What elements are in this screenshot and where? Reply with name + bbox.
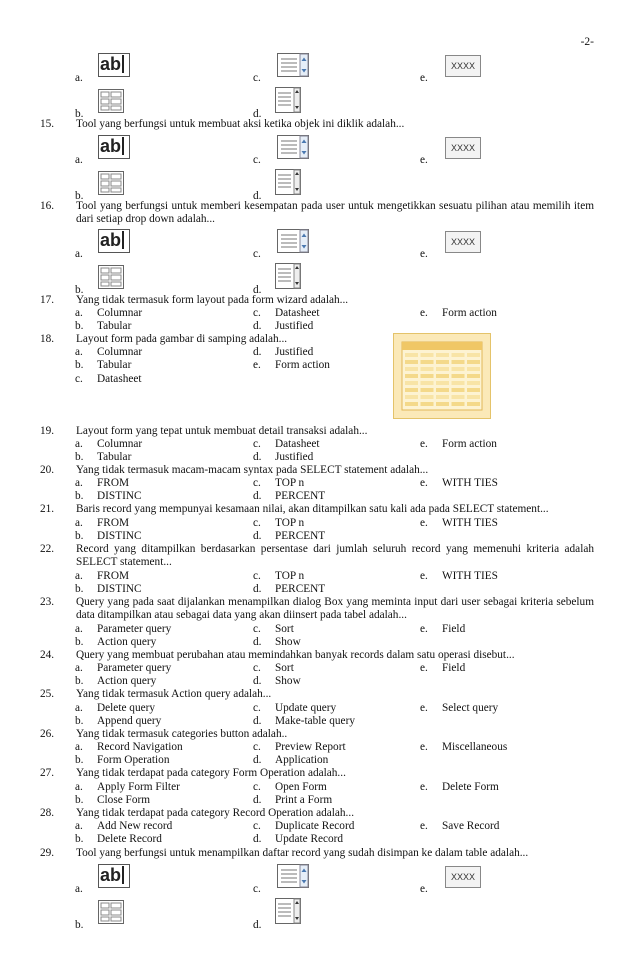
option-text: Add New record <box>97 820 173 832</box>
question-text: Yang tidak terdapat pada category Record Operation adalah... <box>76 807 355 819</box>
option-text: Open Form <box>275 781 327 793</box>
option-letter: c. <box>253 307 261 319</box>
datasheet-cell <box>467 360 480 364</box>
option-letter: c. <box>253 662 261 674</box>
option-b[interactable] <box>75 636 156 648</box>
datasheet-cell <box>452 353 465 357</box>
option-e[interactable] <box>420 702 498 714</box>
option-e[interactable] <box>420 820 499 832</box>
label-icon: XXXX <box>445 866 481 888</box>
question-text: Tool yang berfungsi untuk memberi kesempatan pada user untuk mengetikkan sesuatu pilihan atau memilih item dari setiap drop down adalah... <box>76 200 594 225</box>
option-e[interactable] <box>253 359 330 371</box>
option-e-letter: e. <box>420 72 428 84</box>
option-d-letter: d. <box>253 919 262 931</box>
option-text: Preview Report <box>275 741 346 753</box>
option-c[interactable] <box>253 702 336 714</box>
datasheet-cell <box>467 353 480 357</box>
option-b[interactable] <box>75 754 169 766</box>
option-letter: e. <box>420 702 428 714</box>
datasheet-cell <box>452 374 465 378</box>
option-e[interactable] <box>420 517 498 529</box>
option-letter: a. <box>75 820 83 832</box>
option-text: Append query <box>97 715 162 727</box>
datasheet-cell <box>467 381 480 385</box>
option-d[interactable] <box>253 451 313 463</box>
option-text: Select query <box>442 702 499 714</box>
datasheet-cell <box>452 395 465 399</box>
combobox-icon <box>275 263 301 289</box>
option-b[interactable] <box>75 675 156 687</box>
label-icon: XXXX <box>445 137 481 159</box>
option-text: Tabular <box>97 320 132 332</box>
option-letter: e. <box>420 517 428 529</box>
datasheet-cell <box>405 381 418 385</box>
option-text: PERCENT <box>275 583 326 595</box>
option-text: PERCENT <box>275 490 326 502</box>
option-text: Apply Form Filter <box>97 781 180 793</box>
option-letter: a. <box>75 438 83 450</box>
option-text: Justified <box>275 451 314 463</box>
option-c-letter: c. <box>253 72 261 84</box>
option-text: Justified <box>275 346 314 358</box>
option-b[interactable] <box>75 490 142 502</box>
question-number: 27. <box>40 767 55 779</box>
option-letter: c. <box>253 438 261 450</box>
datasheet-cell <box>405 388 418 392</box>
question-text: Layout form yang tepat untuk membuat detail transaksi adalah... <box>76 425 368 437</box>
option-text: Parameter query <box>97 662 172 674</box>
datasheet-cell <box>467 402 480 406</box>
option-b[interactable] <box>75 794 150 806</box>
option-e[interactable] <box>420 741 507 753</box>
question-number: 28. <box>40 807 55 819</box>
datasheet-cell <box>436 360 449 364</box>
question-number: 29. <box>40 847 55 859</box>
datasheet-cell <box>467 395 480 399</box>
option-letter: d. <box>253 636 262 648</box>
option-letter: a. <box>75 570 83 582</box>
datasheet-cell <box>405 402 418 406</box>
option-letter: a. <box>75 741 83 753</box>
option-letter: a. <box>75 307 83 319</box>
option-text: Columnar <box>97 346 143 358</box>
option-e-letter: e. <box>420 883 428 895</box>
option-text: Application <box>275 754 329 766</box>
option-letter: e. <box>420 662 428 674</box>
option-letter: d. <box>253 794 262 806</box>
option-text: Tabular <box>97 359 132 371</box>
option-e[interactable] <box>420 662 465 674</box>
option-text: Delete Record <box>97 833 162 845</box>
option-d[interactable] <box>253 715 355 727</box>
option-letter: b. <box>75 715 84 727</box>
option-letter: c. <box>253 702 261 714</box>
option-text: Form action <box>442 307 497 319</box>
datasheet-cell <box>421 367 434 371</box>
subform-icon <box>98 171 124 195</box>
combobox-icon <box>275 169 301 195</box>
listbox-icon <box>277 229 309 253</box>
option-text: WITH TIES <box>442 477 498 489</box>
option-text: TOP n <box>275 517 305 529</box>
option-text: Datasheet <box>275 307 320 319</box>
option-text: FROM <box>97 517 130 529</box>
option-a-letter: a. <box>75 154 83 166</box>
option-text: DISTINC <box>97 583 142 595</box>
datasheet-cell <box>421 353 434 357</box>
datasheet-cell <box>452 388 465 392</box>
option-b[interactable] <box>75 359 131 371</box>
datasheet-cell <box>452 360 465 364</box>
option-d[interactable] <box>253 754 328 766</box>
option-c[interactable] <box>253 307 320 319</box>
option-a[interactable] <box>75 820 172 832</box>
label-icon: XXXX <box>445 55 481 77</box>
listbox-icon <box>277 864 309 888</box>
option-letter: c. <box>253 517 261 529</box>
option-b-letter: b. <box>75 284 84 296</box>
option-d[interactable] <box>253 320 313 332</box>
datasheet-cell <box>436 388 449 392</box>
page-number: -2- <box>580 36 594 48</box>
option-a[interactable] <box>75 477 129 489</box>
option-text: Datasheet <box>275 438 320 450</box>
option-letter: e. <box>253 359 261 371</box>
question-number: 20. <box>40 464 55 476</box>
option-e[interactable] <box>420 307 497 319</box>
option-d[interactable] <box>253 636 301 648</box>
question-text: Tool yang berfungsi untuk menampilkan daftar record yang sudah disimpan ke dalam table adalah... <box>76 847 529 859</box>
option-text: Delete Form <box>442 781 499 793</box>
option-e[interactable] <box>420 623 465 635</box>
datasheet-cell <box>421 395 434 399</box>
option-letter: a. <box>75 517 83 529</box>
option-letter: e. <box>420 570 428 582</box>
option-text: Show <box>275 636 301 648</box>
option-text: TOP n <box>275 570 305 582</box>
option-letter: d. <box>253 490 262 502</box>
option-a[interactable] <box>75 570 129 582</box>
option-letter: e. <box>420 307 428 319</box>
option-text: Action query <box>97 636 157 648</box>
option-d-letter: d. <box>253 190 262 202</box>
option-b[interactable] <box>75 451 131 463</box>
option-letter: d. <box>253 530 262 542</box>
datasheet-cell <box>467 388 480 392</box>
option-text: Miscellaneous <box>442 741 508 753</box>
listbox-icon <box>277 135 309 159</box>
option-c[interactable] <box>253 781 327 793</box>
option-letter: e. <box>420 820 428 832</box>
option-text: Action query <box>97 675 157 687</box>
option-letter: e. <box>420 741 428 753</box>
option-text: Tabular <box>97 451 132 463</box>
question-number: 15. <box>40 118 55 130</box>
datasheet-cell <box>421 388 434 392</box>
datasheet-cell <box>436 381 449 385</box>
question-text: Yang tidak termasuk categories button adalah.. <box>76 728 288 740</box>
option-d[interactable] <box>253 833 343 845</box>
option-letter: d. <box>253 583 262 595</box>
option-letter: a. <box>75 623 83 635</box>
option-letter: b. <box>75 451 84 463</box>
option-text: PERCENT <box>275 530 326 542</box>
option-text: Print a Form <box>275 794 333 806</box>
option-letter: a. <box>75 662 83 674</box>
option-b[interactable] <box>75 833 162 845</box>
option-text: Update Record <box>275 833 344 845</box>
datasheet-cell <box>436 395 449 399</box>
option-text: Form Operation <box>97 754 170 766</box>
subform-icon <box>98 900 124 924</box>
option-e-letter: e. <box>420 154 428 166</box>
option-letter: d. <box>253 320 262 332</box>
datasheet-cell <box>405 367 418 371</box>
option-text: WITH TIES <box>442 570 498 582</box>
option-letter: b. <box>75 530 84 542</box>
option-d[interactable] <box>253 490 325 502</box>
listbox-icon <box>277 53 309 77</box>
question-text: Record yang ditampilkan berdasarkan persentase dari jumlah seluruh record yang memenuhi kriteria adalah SELECT statement... <box>76 543 594 568</box>
question-number: 16. <box>40 200 55 212</box>
option-c[interactable] <box>253 820 354 832</box>
option-c[interactable] <box>75 373 142 385</box>
option-c[interactable] <box>253 662 294 674</box>
option-d[interactable] <box>253 346 313 358</box>
option-letter: c. <box>253 570 261 582</box>
option-letter: e. <box>420 781 428 793</box>
form-layout-image <box>393 333 491 419</box>
option-text: TOP n <box>275 477 305 489</box>
datasheet-cell <box>452 381 465 385</box>
option-d-letter: d. <box>253 284 262 296</box>
option-a[interactable] <box>75 662 171 674</box>
combobox-icon <box>275 87 301 113</box>
datasheet-cell <box>452 367 465 371</box>
option-c[interactable] <box>253 438 320 450</box>
option-text: Field <box>442 623 466 635</box>
option-text: Show <box>275 675 301 687</box>
option-letter: c. <box>253 781 261 793</box>
label-icon: XXXX <box>445 231 481 253</box>
option-text: Justified <box>275 320 314 332</box>
option-text: Make-table query <box>275 715 355 727</box>
datasheet-cell <box>421 360 434 364</box>
option-letter: d. <box>253 675 262 687</box>
option-b[interactable] <box>75 530 142 542</box>
datasheet-cell <box>421 381 434 385</box>
option-text: Columnar <box>97 438 143 450</box>
datasheet-cell <box>405 374 418 378</box>
option-text: Columnar <box>97 307 143 319</box>
option-letter: d. <box>253 754 262 766</box>
option-letter: c. <box>253 741 261 753</box>
option-a[interactable] <box>75 623 171 635</box>
option-a[interactable] <box>75 438 142 450</box>
option-letter: b. <box>75 794 84 806</box>
option-letter: e. <box>420 477 428 489</box>
datasheet-cell <box>452 402 465 406</box>
option-letter: b. <box>75 583 84 595</box>
option-e[interactable] <box>420 477 498 489</box>
option-letter: b. <box>75 320 84 332</box>
option-text: WITH TIES <box>442 517 498 529</box>
option-e[interactable] <box>420 570 498 582</box>
question-number: 23. <box>40 596 55 608</box>
question-number: 17. <box>40 294 55 306</box>
option-e[interactable] <box>420 438 497 450</box>
question-text: Yang tidak termasuk form layout pada form wizard adalah... <box>76 294 349 306</box>
question-number: 18. <box>40 333 55 345</box>
option-c[interactable] <box>253 741 346 753</box>
option-text: Close Form <box>97 794 151 806</box>
option-text: Form action <box>275 359 330 371</box>
option-letter: c. <box>253 623 261 635</box>
option-text: DISTINC <box>97 490 142 502</box>
option-d[interactable] <box>253 583 325 595</box>
question-number: 19. <box>40 425 55 437</box>
datasheet-cell <box>421 402 434 406</box>
datasheet-cell <box>405 353 418 357</box>
option-text: Form action <box>442 438 497 450</box>
option-text: Update query <box>275 702 337 714</box>
option-b[interactable] <box>75 715 161 727</box>
option-text: Record Navigation <box>97 741 183 753</box>
option-c[interactable] <box>253 517 304 529</box>
datasheet-cell <box>436 367 449 371</box>
option-text: DISTINC <box>97 530 142 542</box>
question-text: Tool yang berfungsi untuk membuat aksi ketika objek ini diklik adalah... <box>76 118 405 130</box>
option-d-letter: d. <box>253 108 262 120</box>
question-number: 21. <box>40 503 55 515</box>
option-text: Delete query <box>97 702 156 714</box>
option-b-letter: b. <box>75 919 84 931</box>
datasheet-cell <box>405 395 418 399</box>
option-a[interactable] <box>75 517 129 529</box>
option-a[interactable] <box>75 741 183 753</box>
option-d[interactable] <box>253 794 332 806</box>
option-letter: b. <box>75 833 84 845</box>
question-text: Yang tidak termasuk macam-macam syntax pada SELECT statement adalah... <box>76 464 429 476</box>
option-letter: a. <box>75 477 83 489</box>
option-letter: d. <box>253 833 262 845</box>
option-b[interactable] <box>75 583 142 595</box>
option-letter: d. <box>253 346 262 358</box>
option-text: FROM <box>97 477 130 489</box>
option-letter: e. <box>420 623 428 635</box>
option-c[interactable] <box>253 623 294 635</box>
option-text: Datasheet <box>97 373 142 385</box>
option-letter: c. <box>75 373 83 385</box>
option-a-letter: a. <box>75 883 83 895</box>
option-a[interactable] <box>75 307 142 319</box>
subform-icon <box>98 89 124 113</box>
option-b[interactable] <box>75 320 131 332</box>
option-letter: b. <box>75 675 84 687</box>
datasheet-layout-illustration <box>394 334 490 418</box>
datasheet-cell <box>467 367 480 371</box>
option-d[interactable] <box>253 530 325 542</box>
option-letter: b. <box>75 359 84 371</box>
textbox-icon: ab <box>98 229 130 253</box>
option-a[interactable] <box>75 781 180 793</box>
question-text: Yang tidak terdapat pada category Form Operation adalah... <box>76 767 346 779</box>
question-text: Query yang membuat perubahan atau memindahkan banyak records dalam satu operasi disebut... <box>76 649 515 661</box>
datasheet-cell <box>421 374 434 378</box>
option-e[interactable] <box>420 781 499 793</box>
option-c[interactable] <box>253 477 304 489</box>
question-text: Query yang pada saat dijalankan menampilkan dialog Box yang meminta input dari user sebagai kriteria sebelum data ditampilkan atau sebagai data yang akan diinsert pada tabel adalah... <box>76 596 594 621</box>
option-a-letter: a. <box>75 248 83 260</box>
question-text: Layout form pada gambar di samping adalah... <box>76 333 288 345</box>
question-number: 26. <box>40 728 55 740</box>
option-letter: b. <box>75 490 84 502</box>
option-c-letter: c. <box>253 248 261 260</box>
datasheet-cell <box>467 374 480 378</box>
option-letter: b. <box>75 636 84 648</box>
option-letter: c. <box>253 477 261 489</box>
option-c-letter: c. <box>253 154 261 166</box>
option-letter: d. <box>253 715 262 727</box>
option-c-letter: c. <box>253 883 261 895</box>
option-a[interactable] <box>75 702 155 714</box>
textbox-icon: ab <box>98 135 130 159</box>
question-text: Baris record yang mempunyai kesamaan nilai, akan ditampilkan satu kali ada pada SELECT statement... <box>76 503 549 515</box>
option-letter: a. <box>75 346 83 358</box>
subform-icon <box>98 265 124 289</box>
textbox-icon: ab <box>98 864 130 888</box>
question-number: 25. <box>40 688 55 700</box>
option-text: Sort <box>275 662 294 674</box>
option-c[interactable] <box>253 570 304 582</box>
option-b-letter: b. <box>75 190 84 202</box>
datasheet-cell <box>405 360 418 364</box>
option-text: FROM <box>97 570 130 582</box>
option-text: Save Record <box>442 820 500 832</box>
option-a-letter: a. <box>75 72 83 84</box>
option-e-letter: e. <box>420 248 428 260</box>
question-text: Yang tidak termasuk Action query adalah... <box>76 688 272 700</box>
option-letter: c. <box>253 820 261 832</box>
question-number: 22. <box>40 543 55 555</box>
datasheet-cell <box>436 402 449 406</box>
option-b-letter: b. <box>75 108 84 120</box>
datasheet-cell <box>436 374 449 378</box>
option-letter: e. <box>420 438 428 450</box>
datasheet-cell <box>436 353 449 357</box>
option-text: Duplicate Record <box>275 820 355 832</box>
combobox-icon <box>275 898 301 924</box>
textbox-icon: ab <box>98 53 130 77</box>
option-text: Field <box>442 662 466 674</box>
option-text: Sort <box>275 623 294 635</box>
option-letter: a. <box>75 781 83 793</box>
option-letter: b. <box>75 754 84 766</box>
option-letter: a. <box>75 702 83 714</box>
option-a[interactable] <box>75 346 142 358</box>
option-letter: d. <box>253 451 262 463</box>
option-d[interactable] <box>253 675 301 687</box>
question-number: 24. <box>40 649 55 661</box>
option-text: Parameter query <box>97 623 172 635</box>
